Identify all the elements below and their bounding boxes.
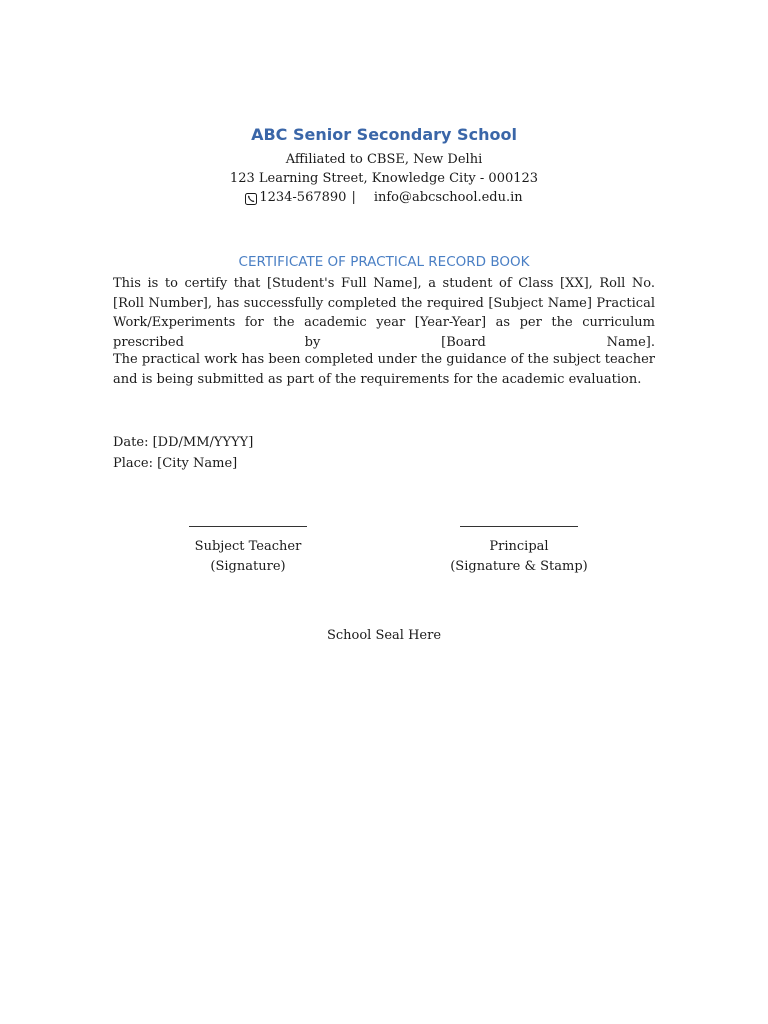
principal-signature-note: (Signature & Stamp) bbox=[450, 558, 588, 574]
school-name: ABC Senior Secondary School bbox=[251, 125, 517, 144]
affiliation-line: Affiliated to CBSE, New Delhi bbox=[285, 152, 483, 167]
contact-separator: | bbox=[351, 190, 356, 205]
certificate-title: CERTIFICATE OF PRACTICAL RECORD BOOK bbox=[238, 254, 530, 270]
principal-signature-line bbox=[460, 526, 578, 533]
principal-title: Principal bbox=[489, 539, 549, 554]
email-address: info@abcschool.edu.in bbox=[373, 190, 523, 205]
phone-number: 1234-567890 bbox=[259, 190, 347, 205]
certificate-body bbox=[113, 274, 655, 352]
teacher-signature-line bbox=[189, 526, 307, 533]
principal-signature-block bbox=[444, 526, 594, 576]
date-field: Date: [DD/MM/YYYY] bbox=[113, 435, 254, 450]
teacher-signature-block bbox=[173, 526, 323, 576]
guidance-block bbox=[113, 350, 655, 389]
date-place-block bbox=[113, 432, 655, 474]
teacher-title: Subject Teacher bbox=[194, 539, 302, 554]
school-header bbox=[0, 124, 768, 211]
place-field: Place: [City Name] bbox=[113, 456, 238, 471]
phone-icon bbox=[245, 192, 257, 204]
address-line: 123 Learning Street, Knowledge City - 000123 bbox=[229, 171, 539, 186]
contact-line bbox=[0, 188, 768, 211]
certification-paragraph: This is to certify that [Student's Full Name], a student of Class [XX], Roll No. [Roll Number], has successfully completed the required [Subject Name] Practical Work/Experiments for the academic year [Year-Year] as per the curriculum prescribed by [Board Name]. bbox=[113, 276, 655, 350]
guidance-paragraph: The practical work has been completed under the guidance of the subject teacher and is being submitted as part of the requirements for the academic evaluation. bbox=[113, 352, 655, 387]
school-seal-placeholder: School Seal Here bbox=[326, 628, 442, 643]
teacher-signature-note: (Signature) bbox=[210, 558, 286, 574]
